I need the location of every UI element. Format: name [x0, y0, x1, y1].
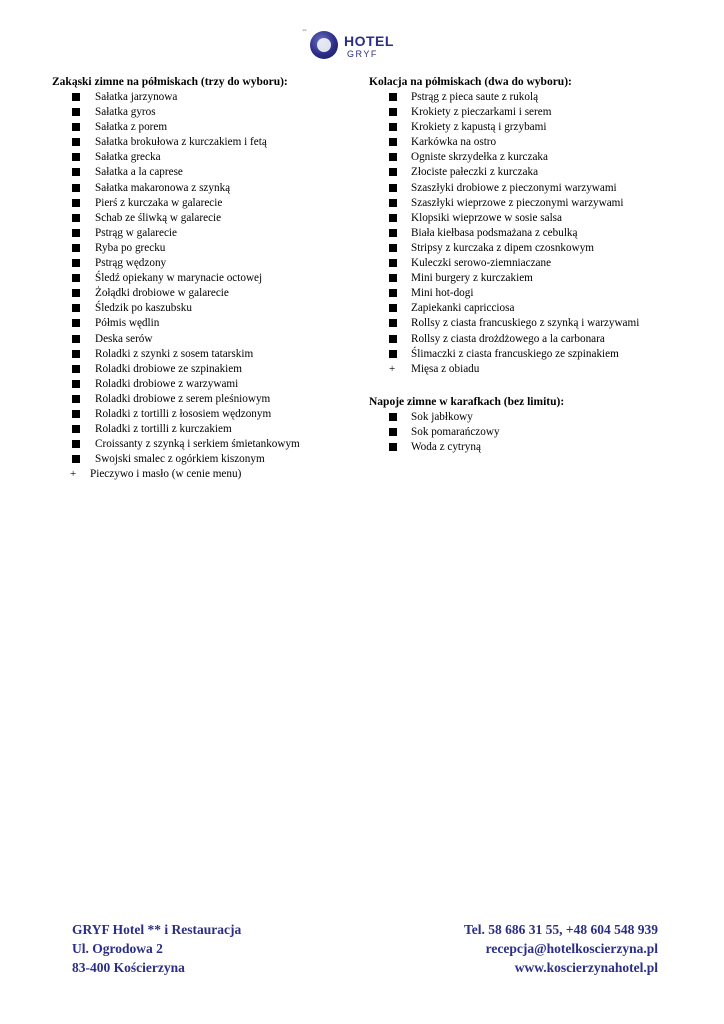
bullet-icon	[72, 244, 80, 252]
list-item: Mini hot-dogi	[369, 286, 689, 301]
list-item: Roladki drobiowe z warzywami	[52, 377, 362, 392]
bullet-icon	[389, 443, 397, 451]
bullet-icon	[72, 335, 80, 343]
list-item: Półmis wędlin	[52, 316, 362, 331]
list-item: Rollsy z ciasta francuskiego z szynką i warzywami	[369, 316, 689, 331]
list-item: Sałatka z porem	[52, 120, 362, 135]
bullet-icon	[72, 304, 80, 312]
bullet-icon	[72, 395, 80, 403]
bullet-icon	[72, 455, 80, 463]
list-item: Roladki z szynki z sosem tatarskim	[52, 347, 362, 362]
list-item: Krokiety z kapustą i grzybami	[369, 120, 689, 135]
bullet-icon	[389, 413, 397, 421]
bullet-icon	[389, 259, 397, 267]
footer-contact	[464, 920, 658, 977]
bullet-icon	[72, 319, 80, 327]
bullet-icon	[72, 274, 80, 282]
list-item: Biała kiełbasa podsmażana z cebulką	[369, 226, 689, 241]
section-title-dinner: Kolacja na półmiskach (dwa do wyboru):	[369, 76, 572, 88]
list-item: Sałatka makaronowa z szynką	[52, 181, 362, 196]
bullet-icon	[389, 138, 397, 146]
section-title-appetizers: Zakąski zimne na półmiskach (trzy do wyboru):	[52, 76, 288, 88]
bullet-icon	[72, 214, 80, 222]
list-item: Sok pomarańczowy	[369, 425, 689, 440]
bullet-icon	[72, 199, 80, 207]
list-item: Stripsy z kurczaka z dipem czosnkowym	[369, 241, 689, 256]
list-item: Śledzik po kaszubsku	[52, 301, 362, 316]
plus-icon: +	[389, 362, 396, 375]
cold-appetizers-section	[52, 75, 362, 482]
footer-hotel-name: GRYF Hotel ** i Restauracja	[72, 922, 242, 937]
list-item: Roladki z tortilli z kurczakiem	[52, 422, 362, 437]
bullet-icon	[389, 153, 397, 161]
bullet-icon	[72, 168, 80, 176]
list-item: Kuleczki serowo-ziemniaczane	[369, 256, 689, 271]
bullet-icon	[389, 93, 397, 101]
bullet-icon	[72, 229, 80, 237]
list-item: Sałatka brokułowa z kurczakiem i fetą	[52, 135, 362, 150]
footer-street: Ul. Ogrodowa 2	[72, 941, 163, 956]
bullet-icon	[72, 138, 80, 146]
list-item: Ślimaczki z ciasta francuskiego ze szpinakiem	[369, 347, 689, 362]
bullet-icon	[72, 289, 80, 297]
footer-email-link[interactable]: recepcja@hotelkoscierzyna.pl	[485, 941, 658, 956]
bullet-icon	[389, 214, 397, 222]
footer-address	[72, 920, 241, 977]
list-item: Żołądki drobiowe w galarecie	[52, 286, 362, 301]
list-item: Roladki drobiowe ze szpinakiem	[52, 362, 362, 377]
list-item: Sałatka jarzynowa	[52, 90, 362, 105]
list-item: Pierś z kurczaka w galarecie	[52, 196, 362, 211]
list-item: Szaszłyki wieprzowe z pieczonymi warzywami	[369, 196, 689, 211]
list-item: Mini burgery z kurczakiem	[369, 271, 689, 286]
bullet-icon	[389, 335, 397, 343]
list-item: Woda z cytryną	[369, 440, 689, 455]
list-item: Roladki z tortilli z łososiem wędzonym	[52, 407, 362, 422]
list-item: Zapiekanki capricciosa	[369, 301, 689, 316]
dinner-list	[369, 90, 689, 377]
logo-sub: GRYF	[347, 49, 378, 59]
dinner-section	[369, 75, 689, 455]
drinks-list	[369, 410, 689, 455]
list-item: Croissanty z szynką i serkiem śmietankowym	[52, 437, 362, 452]
list-item: Roladki drobiowe z serem pleśniowym	[52, 392, 362, 407]
bullet-icon	[72, 93, 80, 101]
list-item: Szaszłyki drobiowe z pieczonymi warzywami	[369, 181, 689, 196]
bullet-icon	[72, 123, 80, 131]
list-item: Śledź opiekany w marynacie octowej	[52, 271, 362, 286]
list-item: Sałatka grecka	[52, 150, 362, 165]
appetizers-list	[52, 90, 362, 482]
bullet-icon	[72, 410, 80, 418]
bullet-icon	[389, 229, 397, 237]
bullet-icon	[389, 350, 397, 358]
bullet-icon	[389, 244, 397, 252]
bullet-icon	[389, 184, 397, 192]
list-item: Karkówka na ostro	[369, 135, 689, 150]
bullet-icon	[72, 425, 80, 433]
bullet-icon	[72, 365, 80, 373]
list-item: Złociste pałeczki z kurczaka	[369, 165, 689, 180]
list-item: Sałatka a la caprese	[52, 165, 362, 180]
logo-stars: **	[302, 29, 306, 35]
list-item: Swojski smalec z ogórkiem kiszonym	[52, 452, 362, 467]
list-item: Sok jabłkowy	[369, 410, 689, 425]
bullet-icon	[72, 440, 80, 448]
list-item-included: + Mięsa z obiadu	[369, 362, 689, 377]
bullet-icon	[389, 319, 397, 327]
bullet-icon	[389, 274, 397, 282]
bullet-icon	[389, 168, 397, 176]
bullet-icon	[72, 153, 80, 161]
list-item: Pstrąg wędzony	[52, 256, 362, 271]
list-item: Pstrąg w galarecie	[52, 226, 362, 241]
bullet-icon	[72, 108, 80, 116]
footer-phone: Tel. 58 686 31 55, +48 604 548 939	[464, 922, 658, 937]
plus-icon: +	[70, 468, 77, 481]
list-item: Pstrąg z pieca saute z rukolą	[369, 90, 689, 105]
bullet-icon	[389, 289, 397, 297]
bullet-icon	[72, 350, 80, 358]
bullet-icon	[389, 428, 397, 436]
bullet-icon	[72, 380, 80, 388]
list-item: Deska serów	[52, 332, 362, 347]
bullet-icon	[72, 184, 80, 192]
list-item: Klopsiki wieprzowe w sosie salsa	[369, 211, 689, 226]
footer-city: 83-400 Kościerzyna	[72, 960, 185, 975]
bullet-icon	[389, 304, 397, 312]
bullet-icon	[389, 108, 397, 116]
section-title-drinks: Napoje zimne w karafkach (bez limitu):	[369, 395, 565, 408]
hotel-logo	[302, 27, 402, 67]
bullet-icon	[72, 259, 80, 267]
logo-name: HOTEL	[344, 33, 394, 49]
bullet-icon	[389, 199, 397, 207]
list-item: Krokiety z pieczarkami i serem	[369, 105, 689, 120]
list-item: Ryba po grecku	[52, 241, 362, 256]
list-item: Ogniste skrzydełka z kurczaka	[369, 150, 689, 165]
list-item: Schab ze śliwką w galarecie	[52, 211, 362, 226]
list-item-included: + Pieczywo i masło (w cenie menu)	[52, 467, 362, 482]
list-item: Rollsy z ciasta drożdżowego a la carbonara	[369, 332, 689, 347]
bullet-icon	[389, 123, 397, 131]
list-item: Sałatka gyros	[52, 105, 362, 120]
logo-emblem	[310, 31, 338, 59]
footer-website-link[interactable]: www.koscierzynahotel.pl	[514, 960, 658, 975]
